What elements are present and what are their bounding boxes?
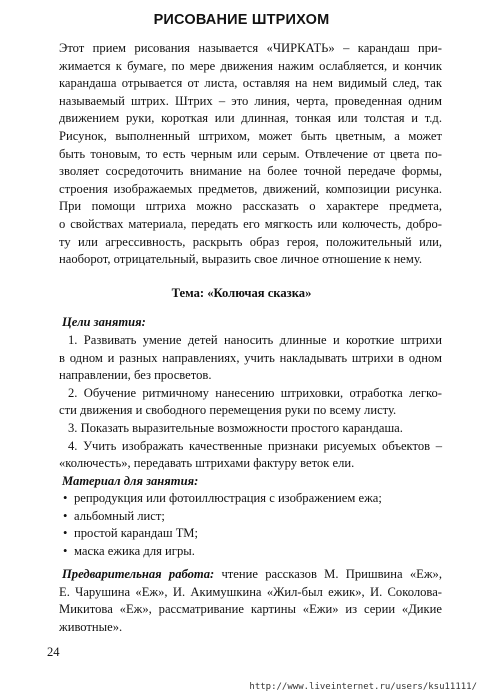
text-line: животные». [59, 619, 123, 634]
list-item [59, 543, 442, 561]
bullet-icon: • [63, 491, 68, 505]
prep-heading: Предварительная работа: [62, 567, 215, 581]
topic-heading: Тема: «Колючая сказка» [171, 286, 312, 300]
text-line: 4. Учить изображать качественные признаки рисуемых объектов – [68, 438, 442, 453]
list-item-text: альбомный лист; [74, 508, 165, 523]
text-line: в одном и разных направлениях, учить накладывать штрихи в одном [59, 350, 442, 365]
text-line: Этот прием рисования называется «ЧИРКАТЬ» – карандаш при- [59, 41, 442, 55]
text-line: сти движения и свободного перемещения руки по всему листу. [59, 403, 397, 418]
bullet-icon: • [63, 508, 68, 523]
page-title: РИСОВАНИЕ ШТРИХОМ [153, 12, 330, 28]
material-heading: Материал для занятия: [62, 474, 199, 488]
text-line: 1. Развивать умение детей наносить длинные и короткие штрихи [68, 333, 442, 347]
bullet-icon: • [63, 543, 68, 558]
material-list [59, 490, 442, 560]
prep-paragraph [59, 566, 442, 636]
text-line: строения изображаемых предметов, движений, композиции рисунка. [59, 181, 442, 196]
text-line: жимается к бумаге, по мере движения нажим ослабляется, и кончик [59, 58, 442, 73]
text-line: о свойствах материала, передать его мягкость или колючесть, добро- [59, 216, 442, 231]
intro-paragraph [59, 40, 442, 269]
text-line: Рисунок, выполненный штрихом, может быть цветным, а может [59, 128, 442, 143]
text-line: При помощи штриха можно рассказать о характере предмета, [59, 199, 442, 214]
text-line: карандаша отрывается от листа, оставляя на нем видимый след, так [59, 76, 442, 91]
text-line [59, 566, 442, 584]
bullet-icon: • [63, 526, 68, 541]
text-line: движением руки, короткая или длинная, тонкая или толстая и т.д. [59, 111, 442, 126]
text-line: ту или агрессивность, раскрыть образ героя, положительный или, [59, 234, 442, 249]
list-item-text: репродукция или фотоиллюстрация с изображением ежа; [74, 491, 382, 505]
text-line: 2. Обучение ритмичному нанесению штриховки, отработка легко- [68, 385, 442, 400]
text-line: «колючесть», передавать штрихами фактуру веток ели. [59, 456, 355, 471]
list-item-text: маска ежика для игры. [74, 543, 195, 558]
list-item [59, 508, 442, 526]
watermark-url: http://www.liveinternet.ru/users/ksu11111/ [249, 682, 477, 692]
text-line: зволяет сосредоточить внимание на более точной передаче формы, [59, 164, 442, 179]
list-item [59, 490, 442, 508]
text-line: Е. Чарушина «Еж», И. Акимушкина «Жил-был ежик», И. Соколова- [59, 584, 442, 599]
text-span: чтение рассказов М. Пришвина «Еж», [214, 567, 442, 581]
list-item-text: простой карандаш ТМ; [74, 526, 198, 541]
text-line: 3. Показать выразительные возможности простого карандаша. [68, 420, 403, 435]
text-line: наоборот, отрицательный, выразить свое личное отношение к нему. [59, 252, 423, 267]
page-number: 24 [47, 645, 60, 659]
text-line: быть тоновым, то есть черным или серым. Отвлечение от цвета по- [59, 146, 442, 161]
goals-list [59, 332, 442, 473]
text-line: Микитова «Еж», рассматривание картины «Ежи» из серии «Дикие [59, 602, 442, 617]
text-line: называемый штрих. Штрих – это линия, черта, проведенная одним [59, 93, 442, 108]
text-line: направлении, без просветов. [59, 368, 212, 383]
goals-heading: Цели занятия: [62, 315, 146, 329]
list-item [59, 525, 442, 543]
